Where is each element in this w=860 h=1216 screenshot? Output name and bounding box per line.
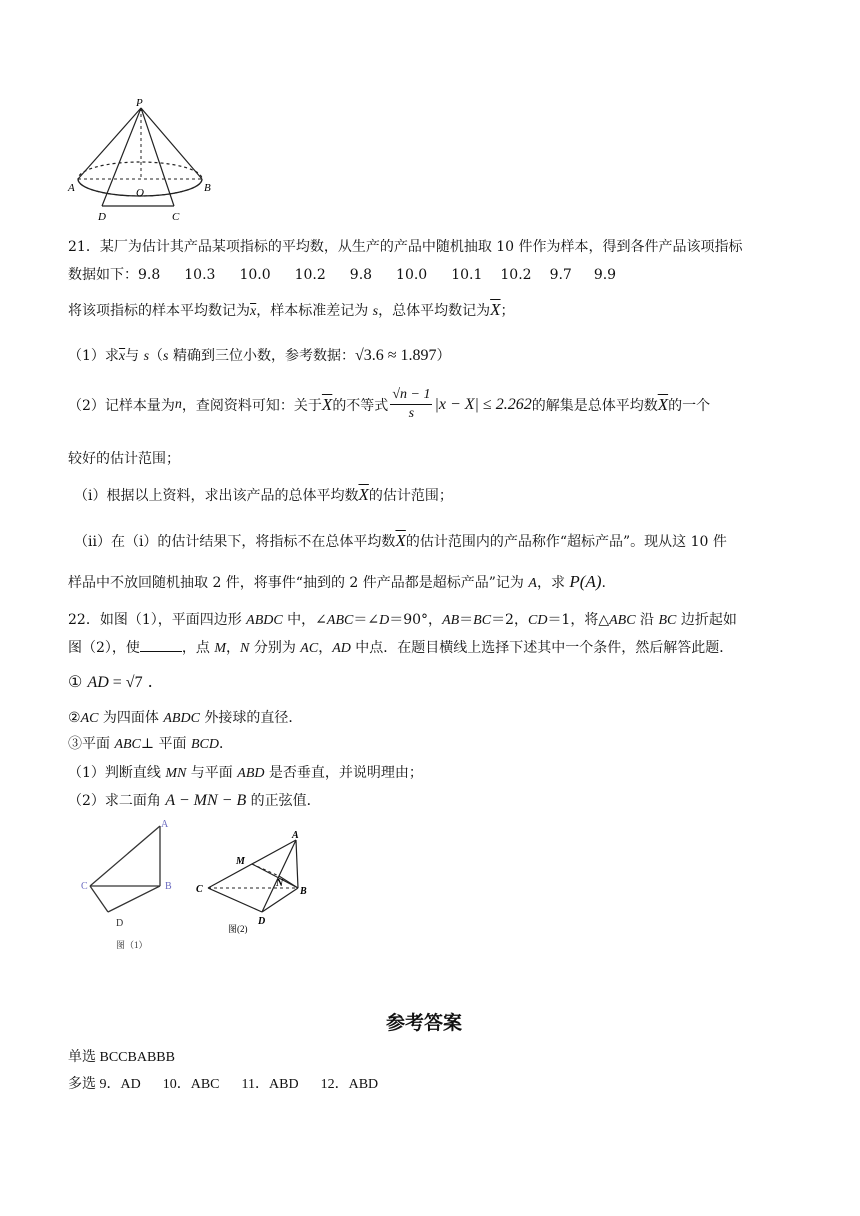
q21-value: 9.8 xyxy=(138,267,161,283)
fig2-label-a: A xyxy=(292,830,299,841)
expression: A − MN − B xyxy=(165,792,247,809)
symbol: ABDC xyxy=(163,711,200,726)
text: ） xyxy=(436,348,451,364)
symbol: N xyxy=(240,641,250,656)
symbol-X-bar: $\overline{X}$ xyxy=(657,394,669,414)
text: ③平面 xyxy=(68,736,115,752)
text: （ xyxy=(149,348,164,364)
text: ，求 xyxy=(536,575,570,591)
text: 的一个 xyxy=(668,397,711,414)
q21-value: 9.9 xyxy=(593,267,617,283)
q21-part1 xyxy=(68,345,451,365)
text: 样品中不放回随机抽取 2 件，将事件“抽到的 2 件产品都是超标产品”记为 xyxy=(68,575,529,591)
q22-condition-1 xyxy=(68,672,153,692)
figure-1 xyxy=(72,816,192,956)
reference-value: √3.6 ≈ 1.897 xyxy=(354,347,437,364)
text: 的不等式 xyxy=(332,397,389,414)
fig2-label-n: N xyxy=(276,878,284,889)
text: 分别为 xyxy=(249,640,301,656)
q22-condition-3 xyxy=(68,733,233,753)
symbol: BC xyxy=(473,613,492,628)
fig2-caption: 图(2) xyxy=(228,924,248,934)
text: ＝2， xyxy=(491,612,528,628)
symbol-x-bar: $\overline{x}$ xyxy=(118,349,126,364)
text: ＝∠ xyxy=(353,612,380,628)
answer-item: 10．ABC xyxy=(162,1077,220,1092)
cone-label-a: A xyxy=(68,182,75,194)
symbol-A: A xyxy=(528,576,537,591)
text: （i）根据以上资料，求出该产品的总体平均数 xyxy=(74,488,359,504)
text: 中，∠ xyxy=(282,612,327,628)
symbol-s: s xyxy=(372,304,379,319)
text: 为四面体 xyxy=(98,710,164,726)
fig2-label-d: D xyxy=(258,916,266,927)
text: ⊥ 平面 xyxy=(140,736,191,752)
text: ＝1，将△ xyxy=(547,612,610,628)
fig2-label-m: M xyxy=(236,856,245,867)
cone-label-o: O xyxy=(136,187,144,199)
q21-sub-i xyxy=(74,485,453,505)
text: 多选 xyxy=(68,1077,100,1092)
fig2-label-b: B xyxy=(300,886,307,897)
fig1-label-d: D xyxy=(116,918,124,929)
answer-item: 12．ABD xyxy=(320,1077,379,1092)
answer-item: 9．AD xyxy=(99,1077,141,1092)
symbol: ABC xyxy=(609,613,636,628)
q21-intro: 21．某厂为估计其产品某项指标的平均数，从生产的产品中随机抽取 10 件作为样本，得到各件产品该项指标 xyxy=(68,239,743,255)
fraction-numerator: √n − 1 xyxy=(390,386,432,405)
text: ． xyxy=(218,736,233,752)
q21-value: 10.3 xyxy=(184,267,216,283)
text: （1）求 xyxy=(68,348,119,364)
symbol-n: n xyxy=(174,396,182,412)
text: 中点．在题目横线上选择下述其中一个条件，然后解答此题． xyxy=(350,640,734,656)
fig1-caption: 图（1） xyxy=(116,940,148,950)
fig2-label-c: C xyxy=(196,884,203,895)
symbol: AD xyxy=(87,674,109,691)
text: 将该项指标的样本平均数记为 xyxy=(68,303,250,319)
answers-single: 单选 BCCBABBB xyxy=(68,1050,175,1065)
text: ， xyxy=(226,640,241,656)
q21-data-prefix: 数据如下： xyxy=(68,267,138,283)
symbol-X-bar: $\overline{X}$ xyxy=(321,394,333,414)
cone-label-p: P xyxy=(136,97,143,109)
probability-expression: P(A) xyxy=(569,572,602,591)
symbol: M xyxy=(214,641,227,656)
text: 的估计范围； xyxy=(368,488,453,504)
text: 的正弦值． xyxy=(246,793,321,809)
q21-part2 xyxy=(68,386,710,423)
text: 外接球的直径． xyxy=(199,710,303,726)
q21-sub-ii xyxy=(74,531,727,551)
text: 图（2），使 xyxy=(68,640,140,656)
symbol: BC xyxy=(658,613,677,628)
symbol: AC xyxy=(80,711,99,726)
text: ，样本标准差记为 xyxy=(256,303,373,319)
inequality-expression: |x − X| ≤ 2.262 xyxy=(434,395,532,413)
symbol-s: s xyxy=(163,349,169,364)
q21-data-line xyxy=(68,264,616,284)
fraction-denominator: s xyxy=(408,406,415,421)
text: （1）判断直线 xyxy=(68,765,166,781)
symbol-X-bar: $\overline{X}$ xyxy=(358,485,369,504)
answer-blank[interactable] xyxy=(140,639,182,652)
expression: = √7 xyxy=(108,674,143,691)
symbol-s: s xyxy=(143,349,150,364)
fig1-label-c: C xyxy=(81,881,88,892)
symbol: ABDC xyxy=(246,613,283,628)
symbol-X-bar: $\overline{X}$ xyxy=(395,531,406,550)
q21-value: 10.2 xyxy=(294,267,326,283)
answers-multi xyxy=(68,1073,378,1093)
q22-line2 xyxy=(68,637,733,657)
figure-2 xyxy=(190,826,320,942)
text: ， xyxy=(318,640,333,656)
q21-value: 9.7 xyxy=(549,267,572,283)
text: （ii）在（i）的估计结果下，将指标不在总体平均数 xyxy=(74,534,396,550)
text: （2）记样本量为 xyxy=(68,397,175,414)
symbol: AC xyxy=(300,641,319,656)
fig1-label-a: A xyxy=(161,819,169,830)
cone-label-c: C xyxy=(172,211,180,223)
q21-value: 9.8 xyxy=(349,267,373,283)
text: （2）求二面角 xyxy=(68,793,166,809)
cone-label-d: D xyxy=(98,211,106,223)
text: . xyxy=(142,672,153,691)
symbol: AB xyxy=(442,613,460,628)
cone-figure xyxy=(62,96,222,226)
symbol-x-bar: $\overline{x}$ xyxy=(250,304,257,319)
text: ① xyxy=(68,672,88,691)
symbol: D xyxy=(379,613,390,628)
text: ＝90°， xyxy=(389,612,443,628)
answer-item: 11．ABD xyxy=(241,1077,299,1092)
text: ② xyxy=(68,710,81,726)
text: 22．如图（1），平面四边形 xyxy=(68,612,247,628)
symbol-X-bar: $\overline{X}$ xyxy=(490,300,501,319)
text: 精确到三位小数，参考数据： xyxy=(168,348,355,364)
q21-value: 10.2 xyxy=(500,267,532,283)
text: 与 xyxy=(125,348,144,364)
text: ，总体平均数记为 xyxy=(378,303,491,319)
answers-title: 参考答案 xyxy=(386,1012,463,1034)
symbol: BCD xyxy=(190,737,219,752)
text: ＝ xyxy=(459,612,474,628)
text: ； xyxy=(500,303,515,319)
text: 是否垂直，并说明理由； xyxy=(264,765,423,781)
text: 沿 xyxy=(635,612,659,628)
symbol: ABC xyxy=(326,613,354,628)
q21-part2-cont: 较好的估计范围； xyxy=(68,451,180,467)
q21-notation xyxy=(68,300,515,320)
q21-sub-ii-cont xyxy=(68,572,606,592)
q21-value: 10.1 xyxy=(451,267,483,283)
text: 边折起如 xyxy=(676,612,737,628)
inequality-fraction xyxy=(390,386,432,423)
text: 的解集是总体平均数 xyxy=(531,397,658,414)
text: 与平面 xyxy=(186,765,238,781)
q21-value: 10.0 xyxy=(239,267,271,283)
symbol: AD xyxy=(332,641,351,656)
symbol: MN xyxy=(165,766,187,781)
text: ，点 xyxy=(181,640,215,656)
q22-part2 xyxy=(68,790,321,810)
symbol: ABC xyxy=(114,737,141,752)
symbol: CD xyxy=(527,613,548,628)
q22-part1 xyxy=(68,762,423,782)
q21-value: 10.0 xyxy=(396,267,428,283)
q22-line1 xyxy=(68,609,737,629)
text: ，查阅资料可知：关于 xyxy=(181,397,322,414)
fig1-label-b: B xyxy=(165,881,172,892)
symbol: ABD xyxy=(237,766,265,781)
text: 的估计范围内的产品称作“超标产品”。现从这 10 件 xyxy=(405,534,727,550)
text: . xyxy=(601,575,606,591)
q22-condition-2 xyxy=(68,707,302,727)
cone-label-b: B xyxy=(204,182,211,194)
